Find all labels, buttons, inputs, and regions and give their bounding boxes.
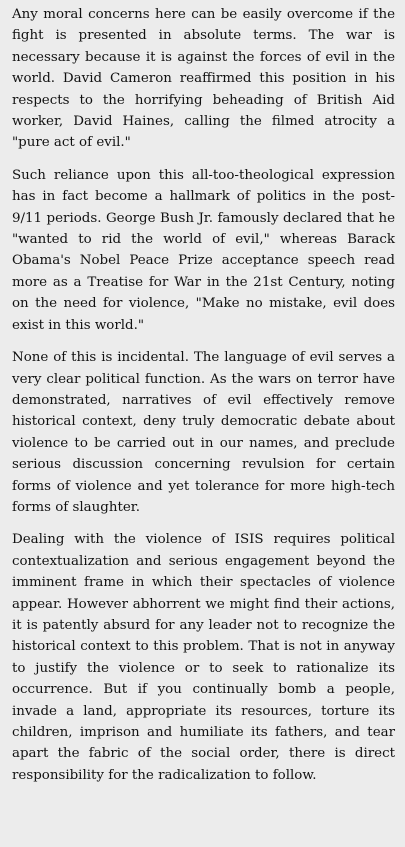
paragraph-moral-concerns: Any moral concerns here can be easily overcome if the fight is presented in absolute terms. The war is necessary because it is against the forces of evil in the world. David Cameron reaffirmed this position in his respects to the horrifying beheading of British Aid worker, David Haines, calling the filmed atrocity a "pure act of evil." (12, 7, 395, 151)
paragraph-theological-expression: Such reliance upon this all-too-theological expression has in fact become a hallmark of politics in the post-9/11 periods. George Bush Jr. famously declared that he "wanted to rid the world of evil," whereas Barack Obama's Nobel Peace Prize acceptance speech read more as a Treatise for War in the 21st Century, noting on the need for violence, "Make no mistake, evil does exist in this world." (12, 167, 395, 333)
paragraph-language-of-evil: None of this is incidental. The language of evil serves a very clear political function. As the wars on terror have demonstrated, narratives of evil effectively remove historical context, deny truly democratic debate about violence to be carried out in our names, and preclude serious discussion concerning revulsion for certain forms of violence and yet tolerance for more high-tech forms of slaughter. (12, 350, 395, 515)
paragraph-dealing-with-isis: Dealing with the violence of ISIS requires political contextualization and serious engagement beyond the imminent frame in which their spectacles of violence appear. However abhorrent we might find their actions, it is patently absurd for any leader not to recognize the historical context to this problem. That is not in anyway to justify the violence or to seek to rationalize its occurrence. But if you continually bomb a people, invade a land, appropriate its resources, torture its children, imprison and humiliate its fathers, and tear apart the fabric of the social order, there is direct responsibility for the radicalization to follow. (12, 532, 395, 783)
